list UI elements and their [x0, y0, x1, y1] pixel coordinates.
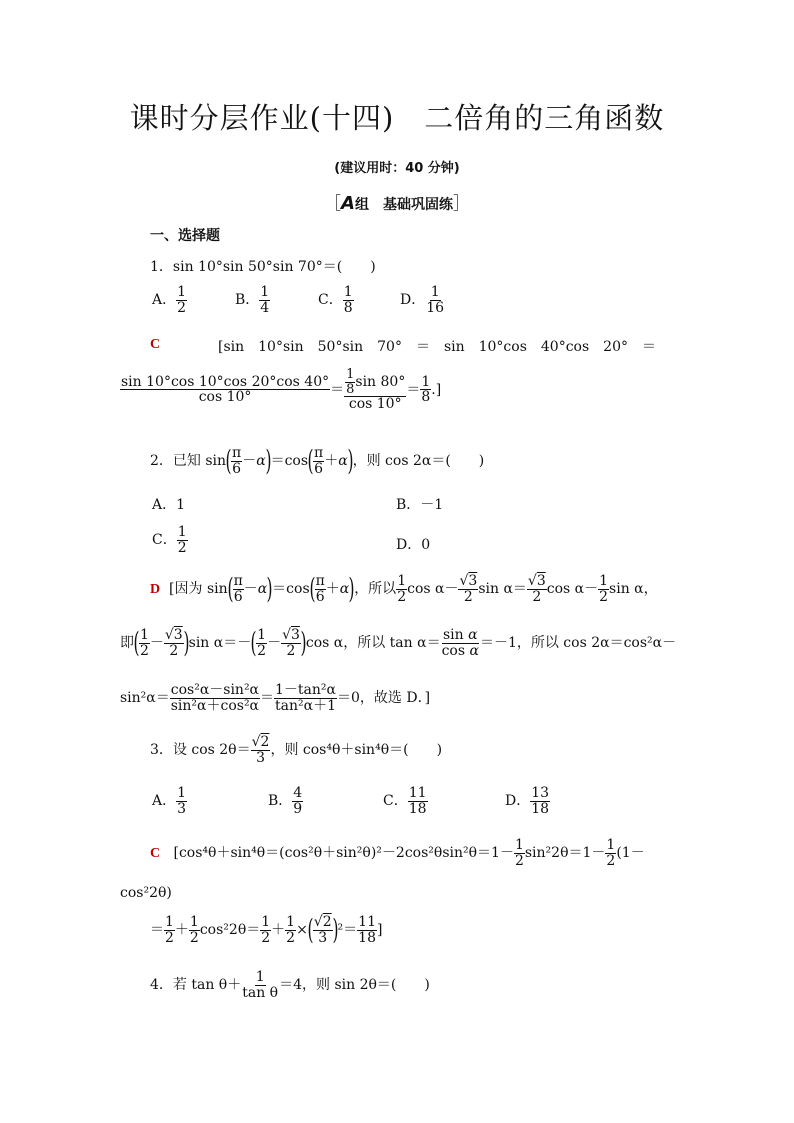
q2-solution-line1: D [因为 sin( $\frac{\pi}{6}$ －α)＝cos( $\frac{\pi}{6}$ ＋α)，所以 $\frac{1}{2}$ cos α－ $\frac{√3}{2}$ sin α＝ $\frac{√3}{2}$ cos α－ $\frac{1}{2}$ sin α， — [150, 572, 658, 606]
q1-solution-line2: $\frac{\sin 10^\circ\cos 10^\circ\cos 20^\circ\cos 40^\circ}{\cos 10^\circ}$ ＝ $\frac{1}{8}$ sin 80° cos 10° ＝ $\frac{1}{8}$ .] — [121, 367, 442, 413]
q1-option-d: D． $\frac{1}{16}$ — [400, 284, 445, 316]
q3-solution-line3: ＝ $\frac{1}{2}$ ＋ $\frac{1}{2}$ cos²2θ＝ $\frac{1}{2}$ ＋ $\frac{1}{2}$ ×( $\frac{√2}{3}$ )²＝ $\frac{11}{18}$ ] — [150, 913, 383, 947]
section-heading: 一、选择题 — [150, 228, 220, 244]
group-heading: ［A组 基础巩固练］ — [324, 193, 470, 214]
q2-solution-line3: sin²α＝ $\frac{\text{cos²α－sin²α}}{\text{sin²α＋cos²α}}$ ＝ $\frac{\text{1－tan²α}}{\text{tan²α＋1}}$ ＝0，故选 D．] — [120, 682, 431, 714]
q4-stem: 4．若 tan θ＋ $\frac{1}{\text{tan θ}}$ ＝4，则 sin 2θ＝( ) — [150, 969, 430, 1001]
q1-option-a: A． $\frac{1}{2}$ — [152, 284, 187, 316]
q1-option-c: C． $\frac{1}{8}$ — [318, 284, 353, 316]
q2-stem: 2．已知 sin( $\frac{\pi}{6}$ －α)＝cos( $\frac{\pi}{6}$ ＋α)，则 cos 2α＝( ) — [150, 444, 485, 478]
q3-solution-line1: C [cos⁴θ＋sin⁴θ＝(cos²θ＋sin²θ)²－2cos²θsin²θ＝1－ $\frac{1}{2}$ sin²2θ＝1－ $\frac{1}{2}$ (1－ — [150, 837, 645, 869]
page-title: 课时分层作业(十四) 二倍角的三角函数 — [129, 101, 665, 135]
q3-option-d: D． $\frac{13}{18}$ — [505, 785, 550, 817]
q2-option-c: C． $\frac{1}{2}$ — [152, 524, 187, 556]
q3-stem: 3．设 cos 2θ＝ $\frac{√2}{3}$ ，则 cos⁴θ＋sin⁴θ＝( ) — [150, 734, 443, 766]
q2-option-d: D．0 — [396, 537, 431, 553]
q3-option-b: B． $\frac{4}{9}$ — [268, 785, 303, 817]
q3-option-c: C． $\frac{11}{18}$ — [383, 785, 427, 817]
q3-solution-line2: cos²2θ) — [120, 885, 172, 901]
q2-option-b: B．－1 — [396, 497, 444, 513]
q1-stem: 1．sin 10°sin 50°sin 70°＝( ) — [150, 259, 376, 275]
q1-option-b: B． $\frac{1}{4}$ — [235, 284, 270, 316]
q2-solution-line2: 即( $\frac{1}{2}$ － $\frac{√3}{2}$ )sin α＝－( $\frac{1}{2}$ － $\frac{√3}{2}$ )cos α，所以 tan α＝ $\frac{\text{sin α}}{\text{cos α}}$ ＝－1，所以 cos 2α＝cos²α－ — [120, 626, 677, 660]
suggested-time: (建议用时：40 分钟) — [334, 161, 460, 176]
q3-option-a: A． $\frac{1}{3}$ — [152, 785, 187, 817]
q1-answer: C — [150, 337, 161, 352]
q2-option-a: A．1 — [152, 497, 186, 513]
q1-solution-line1: [sin 10°sin 50°sin 70° ＝ sin 10°cos 40°cos 20° ＝ — [218, 339, 656, 355]
